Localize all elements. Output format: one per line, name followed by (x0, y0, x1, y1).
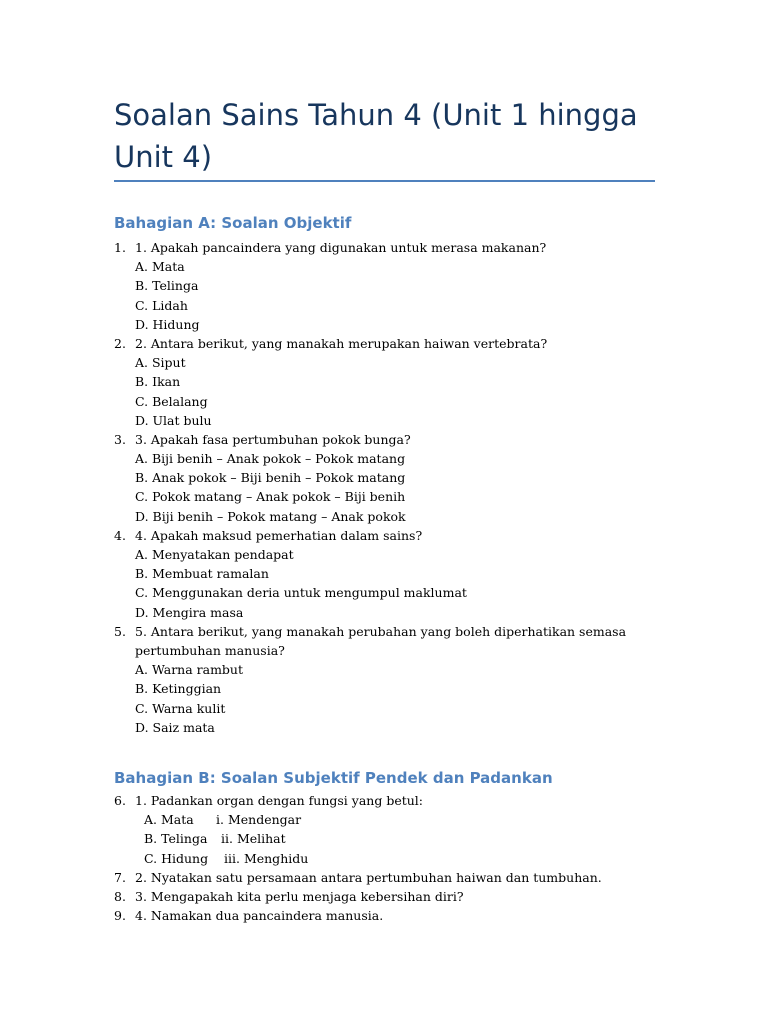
question-number: 2. (114, 335, 126, 351)
answer-option (0, 718, 768, 737)
answer-option-text: D. Hidung (135, 316, 200, 332)
answer-option (0, 660, 768, 679)
answer-option-text: C. Belalang (135, 393, 208, 409)
answer-option-text: B. Membuat ramalan (135, 566, 269, 582)
answer-option (0, 353, 768, 372)
title-underline (114, 180, 655, 182)
question-number: 8. (114, 888, 126, 904)
answer-option (0, 372, 768, 391)
answer-option-text: D. Saiz mata (135, 719, 215, 735)
answer-option-text: A. Mata (135, 259, 185, 275)
answer-option (0, 487, 768, 506)
question-text: 3. Mengapakah kita perlu menjaga kebersihan diri? (135, 888, 464, 904)
question-number: 5. (114, 623, 126, 639)
answer-option-text: B. Anak pokok – Biji benih – Pokok matang (135, 470, 406, 486)
question-number: 7. (114, 869, 126, 885)
matching-row (0, 849, 768, 868)
question-text: 5. Antara berikut, yang manakah perubahan yang boleh diperhatikan semasa (135, 623, 627, 639)
question-text: pertumbuhan manusia? (135, 642, 285, 658)
question-text: 1. Apakah pancaindera yang digunakan untuk merasa makanan? (135, 240, 547, 255)
question-number: 9. (114, 908, 126, 924)
answer-option-text: B. Ketinggian (135, 681, 222, 697)
answer-option (0, 315, 768, 334)
answer-option (0, 507, 768, 526)
question-number: 1. (114, 240, 126, 255)
answer-option-text: A. Warna rambut (135, 662, 243, 678)
answer-option (0, 276, 768, 295)
question-item (0, 887, 768, 906)
section-b-question-list (0, 791, 768, 925)
matching-organ: A. Mata (144, 812, 194, 828)
question-text: 3. Apakah fasa pertumbuhan pokok bunga? (135, 431, 411, 447)
answer-option-text: A. Biji benih – Anak pokok – Pokok matang (135, 451, 406, 467)
answer-option-text: D. Mengira masa (135, 604, 244, 620)
question-item (0, 430, 768, 449)
document-title: Soalan Sains Tahun 4 (Unit 1 hingga Unit 4) (114, 98, 638, 174)
question-text: 4. Namakan dua pancaindera manusia. (135, 908, 384, 924)
answer-option (0, 603, 768, 622)
matching-function: ii. Melihat (221, 831, 286, 847)
section-b-heading: Bahagian B: Soalan Subjektif Pendek dan Padankan (114, 769, 553, 787)
question-item (0, 791, 768, 810)
answer-option (0, 392, 768, 411)
matching-function: iii. Menghidu (224, 850, 309, 866)
answer-option (0, 545, 768, 564)
answer-option (0, 583, 768, 602)
question-number: 3. (114, 431, 126, 447)
answer-option-text: A. Siput (135, 355, 186, 371)
matching-row (0, 829, 768, 848)
answer-option (0, 699, 768, 718)
answer-option (0, 449, 768, 468)
answer-option (0, 679, 768, 698)
matching-function: i. Mendengar (216, 812, 302, 828)
question-item (0, 526, 768, 545)
question-text: 1. Padankan organ dengan fungsi yang betul: (135, 793, 424, 808)
question-text: 4. Apakah maksud pemerhatian dalam sains? (135, 527, 423, 543)
question-text: 2. Nyatakan satu persamaan antara pertumbuhan haiwan dan tumbuhan. (135, 869, 602, 885)
matching-row (0, 810, 768, 829)
section-a-question-list (0, 238, 768, 737)
matching-organ: C. Hidung (144, 850, 209, 866)
matching-organ: B. Telinga (144, 831, 208, 847)
question-number: 4. (114, 527, 126, 543)
question-item (0, 868, 768, 887)
answer-option-text: B. Ikan (135, 374, 181, 390)
question-text-continuation (0, 641, 768, 660)
answer-option-text: B. Telinga (135, 278, 199, 294)
answer-option-text: C. Lidah (135, 297, 188, 313)
question-number: 6. (114, 793, 126, 808)
answer-option-text: C. Warna kulit (135, 700, 226, 716)
section-a-heading: Bahagian A: Soalan Objektif (114, 214, 352, 232)
answer-option (0, 411, 768, 430)
question-item (0, 622, 768, 641)
question-item (0, 334, 768, 353)
answer-option (0, 564, 768, 583)
answer-option-text: A. Menyatakan pendapat (135, 547, 294, 562)
question-text: 2. Antara berikut, yang manakah merupakan haiwan vertebrata? (135, 335, 548, 351)
answer-option-text: D. Ulat bulu (135, 412, 212, 428)
answer-option-text: C. Pokok matang – Anak pokok – Biji benih (135, 489, 406, 505)
answer-option-text: D. Biji benih – Pokok matang – Anak pokok (135, 508, 406, 524)
answer-option (0, 468, 768, 487)
answer-option (0, 296, 768, 315)
answer-option-text: C. Menggunakan deria untuk mengumpul maklumat (135, 585, 467, 601)
question-item (0, 906, 768, 925)
answer-option (0, 257, 768, 276)
question-item (0, 238, 768, 257)
